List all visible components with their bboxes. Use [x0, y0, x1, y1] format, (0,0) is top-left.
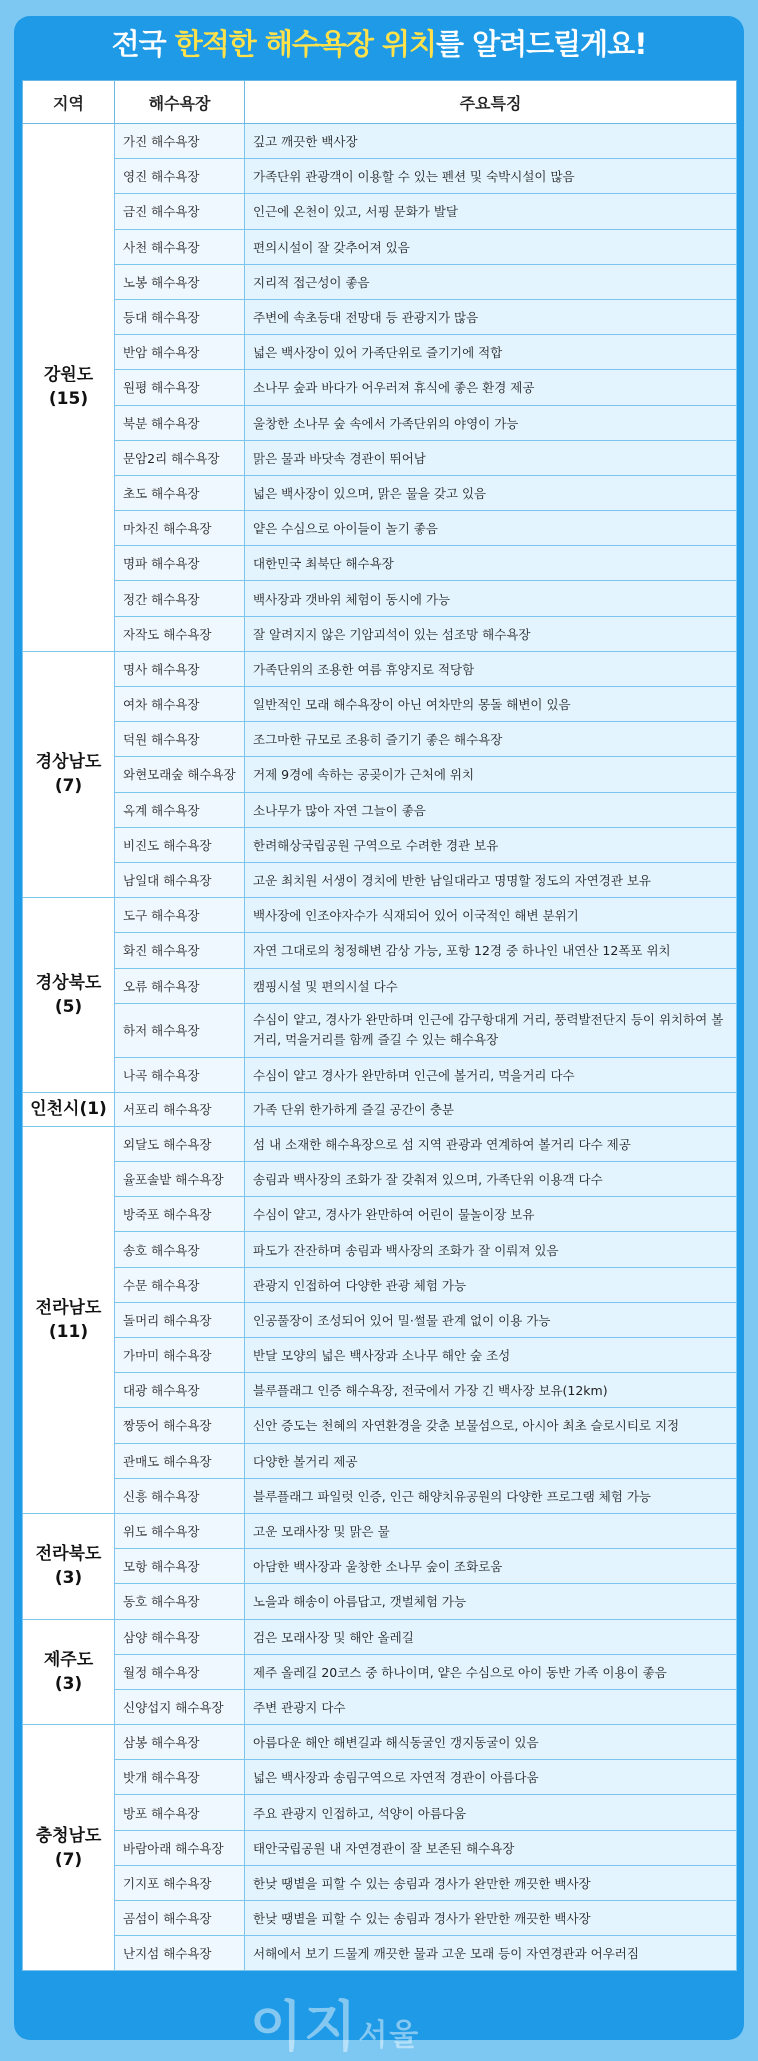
feature-cell: 섬 내 소재한 해수욕장으로 섬 지역 관광과 연계하여 볼거리 다수 제공: [245, 1126, 737, 1161]
beach-name-cell: 위도 해수욕장: [115, 1513, 245, 1548]
feature-cell: 인공풀장이 조성되어 있어 밀·썰물 관계 없이 이용 가능: [245, 1302, 737, 1337]
beach-name-cell: 곰섬이 해수욕장: [115, 1901, 245, 1936]
feature-cell: 자연 그대로의 청정해변 감상 가능, 포항 12경 중 하나인 내연산 12폭포 위치: [245, 933, 737, 968]
beach-table: [22, 80, 737, 1971]
beach-name-cell: 삼양 해수욕장: [115, 1619, 245, 1654]
beach-name-cell: 노봉 해수욕장: [115, 264, 245, 299]
header-region: 지역: [23, 81, 115, 124]
feature-cell: 아담한 백사장과 울창한 소나무 숲이 조화로움: [245, 1549, 737, 1584]
table-row: [23, 757, 737, 792]
table-row: [23, 968, 737, 1003]
table-row: [23, 933, 737, 968]
beach-name-cell: 정간 해수욕장: [115, 581, 245, 616]
table-body: [23, 124, 737, 1971]
beach-name-cell: 바람아래 해수욕장: [115, 1830, 245, 1865]
region-cell: 전라북도 (3): [23, 1513, 115, 1619]
table-row: [23, 1760, 737, 1795]
feature-cell: 캠핑시설 및 편의시설 다수: [245, 968, 737, 1003]
table-row: [23, 1408, 737, 1443]
table-row: [23, 862, 737, 897]
table-row: [23, 546, 737, 581]
table-row: [23, 440, 737, 475]
feature-cell: 고운 최치원 서생이 경치에 반한 남일대라고 명명할 정도의 자연경관 보유: [245, 862, 737, 897]
beach-name-cell: 송호 해수욕장: [115, 1232, 245, 1267]
beach-name-cell: 동호 해수욕장: [115, 1584, 245, 1619]
feature-cell: 제주 올레길 20코스 중 하나이며, 얕은 수심으로 아이 동반 가족 이용이 좋음: [245, 1654, 737, 1689]
beach-name-cell: 모항 해수욕장: [115, 1549, 245, 1584]
region-cell: 인천시(1): [23, 1092, 115, 1126]
region-cell: 경상북도 (5): [23, 898, 115, 1093]
beach-name-cell: 대광 해수욕장: [115, 1373, 245, 1408]
table-row: [23, 687, 737, 722]
table-row: [23, 1689, 737, 1724]
watermark-main: 이지: [250, 1995, 359, 2058]
feature-cell: 백사장에 인조야자수가 식재되어 있어 이국적인 해변 분위기: [245, 898, 737, 933]
beach-name-cell: 북분 해수욕장: [115, 405, 245, 440]
table-row: [23, 581, 737, 616]
table-row: [23, 1865, 737, 1900]
table-row: [23, 124, 737, 159]
table-row: [23, 1302, 737, 1337]
watermark-logo: [250, 1984, 420, 2061]
beach-name-cell: 하저 해수욕장: [115, 1003, 245, 1057]
table-row: [23, 1901, 737, 1936]
feature-cell: 가족단위 관광객이 이용할 수 있는 펜션 및 숙박시설이 많음: [245, 159, 737, 194]
beach-name-cell: 방포 해수욕장: [115, 1795, 245, 1830]
beach-name-cell: 수문 해수욕장: [115, 1267, 245, 1302]
feature-cell: 반달 모양의 넓은 백사장과 소나무 해안 숲 조성: [245, 1338, 737, 1373]
feature-cell: 블루플래그 인증 해수욕장, 전국에서 가장 긴 백사장 보유(12km): [245, 1373, 737, 1408]
table-row: [23, 264, 737, 299]
table-row: [23, 1162, 737, 1197]
feature-cell: 소나무 숲과 바다가 어우러져 휴식에 좋은 환경 제공: [245, 370, 737, 405]
feature-cell: 주요 관광지 인접하고, 석양이 아름다움: [245, 1795, 737, 1830]
beach-name-cell: 초도 해수욕장: [115, 475, 245, 510]
feature-cell: 수심이 얕고, 경사가 완만하며 인근에 감구항대게 거리, 풍력발전단지 등이 위치하여 볼거리, 먹을거리를 함께 즐길 수 있는 해수욕장: [245, 1003, 737, 1057]
feature-cell: 인근에 온천이 있고, 서핑 문화가 발달: [245, 194, 737, 229]
beach-name-cell: 월정 해수욕장: [115, 1654, 245, 1689]
feature-cell: 넓은 백사장과 송림구역으로 자연적 경관이 아름다움: [245, 1760, 737, 1795]
table-row: [23, 405, 737, 440]
feature-cell: 주변 관광지 다수: [245, 1689, 737, 1724]
feature-cell: 소나무가 많아 자연 그늘이 좋음: [245, 792, 737, 827]
feature-cell: 가족단위의 조용한 여름 휴양지로 적당함: [245, 651, 737, 686]
feature-cell: 한려해상국립공원 구역으로 수려한 경관 보유: [245, 827, 737, 862]
table-row: [23, 827, 737, 862]
feature-cell: 깊고 깨끗한 백사장: [245, 124, 737, 159]
beach-name-cell: 원평 해수욕장: [115, 370, 245, 405]
beach-name-cell: 밧개 해수욕장: [115, 1760, 245, 1795]
page-title: [0, 22, 758, 63]
table-row: [23, 616, 737, 651]
beach-name-cell: 가진 해수욕장: [115, 124, 245, 159]
table-row: [23, 722, 737, 757]
beach-name-cell: 명사 해수욕장: [115, 651, 245, 686]
title-highlight: 한적한 해수욕장 위치: [174, 27, 437, 61]
title-prefix: 전국: [111, 27, 175, 61]
beach-name-cell: 영진 해수욕장: [115, 159, 245, 194]
beach-name-cell: 옥계 해수욕장: [115, 792, 245, 827]
table-row: [23, 651, 737, 686]
beach-name-cell: 외달도 해수욕장: [115, 1126, 245, 1161]
beach-name-cell: 자작도 해수욕장: [115, 616, 245, 651]
table-row: [23, 194, 737, 229]
watermark-sub: 서울: [358, 2018, 421, 2053]
table-row: [23, 1654, 737, 1689]
header-features: 주요특징: [245, 81, 737, 124]
beach-name-cell: 금진 해수욕장: [115, 194, 245, 229]
beach-name-cell: 율포솔밭 해수욕장: [115, 1162, 245, 1197]
feature-cell: 잘 알려지지 않은 기암괴석이 있는 섬조망 해수욕장: [245, 616, 737, 651]
beach-name-cell: 짱뚱어 해수욕장: [115, 1408, 245, 1443]
beach-name-cell: 서포리 해수욕장: [115, 1092, 245, 1126]
beach-name-cell: 신흥 해수욕장: [115, 1478, 245, 1513]
feature-cell: 서해에서 보기 드물게 깨끗한 물과 고운 모래 등이 자연경관과 어우러짐: [245, 1936, 737, 1971]
feature-cell: 일반적인 모래 해수욕장이 아닌 여차만의 몽돌 해변이 있음: [245, 687, 737, 722]
table-row: [23, 1478, 737, 1513]
feature-cell: 편의시설이 잘 갖추어져 있음: [245, 229, 737, 264]
region-cell: 강원도 (15): [23, 124, 115, 652]
beach-name-cell: 사천 해수욕장: [115, 229, 245, 264]
beach-name-cell: 와현모래숲 해수욕장: [115, 757, 245, 792]
beach-name-cell: 도구 해수욕장: [115, 898, 245, 933]
beach-name-cell: 여차 해수욕장: [115, 687, 245, 722]
region-cell: 경상남도 (7): [23, 651, 115, 897]
table-header-row: [23, 81, 737, 124]
beach-name-cell: 관매도 해수욕장: [115, 1443, 245, 1478]
beach-name-cell: 반암 해수욕장: [115, 335, 245, 370]
beach-name-cell: 마차진 해수욕장: [115, 511, 245, 546]
beach-name-cell: 비진도 해수욕장: [115, 827, 245, 862]
table-row: [23, 1057, 737, 1092]
header-beach: 해수욕장: [115, 81, 245, 124]
table-row: [23, 898, 737, 933]
table-row: [23, 299, 737, 334]
feature-cell: 대한민국 최북단 해수욕장: [245, 546, 737, 581]
title-suffix: 를 알려드릴게요!: [436, 27, 647, 61]
feature-cell: 넓은 백사장이 있으며, 맑은 물을 갖고 있음: [245, 475, 737, 510]
feature-cell: 신안 증도는 천혜의 자연환경을 갖춘 보물섬으로, 아시아 최초 슬로시티로 지정: [245, 1408, 737, 1443]
beach-name-cell: 방죽포 해수욕장: [115, 1197, 245, 1232]
table-row: [23, 511, 737, 546]
beach-name-cell: 돌머리 해수욕장: [115, 1302, 245, 1337]
beach-name-cell: 기지포 해수욕장: [115, 1865, 245, 1900]
table-row: [23, 159, 737, 194]
region-cell: 제주도 (3): [23, 1619, 115, 1725]
region-cell: 전라남도 (11): [23, 1126, 115, 1513]
table-row: [23, 1267, 737, 1302]
table-row: [23, 1830, 737, 1865]
beach-name-cell: 나곡 해수욕장: [115, 1057, 245, 1092]
feature-cell: 울창한 소나무 숲 속에서 가족단위의 야영이 가능: [245, 405, 737, 440]
table-row: [23, 370, 737, 405]
table-row: [23, 475, 737, 510]
table-row: [23, 1003, 737, 1057]
table-row: [23, 1338, 737, 1373]
table-row: [23, 792, 737, 827]
table-row: [23, 1373, 737, 1408]
feature-cell: 지리적 접근성이 좋음: [245, 264, 737, 299]
feature-cell: 조그마한 규모로 조용히 즐기기 좋은 해수욕장: [245, 722, 737, 757]
region-cell: 충청남도 (7): [23, 1725, 115, 1971]
beach-name-cell: 오류 해수욕장: [115, 968, 245, 1003]
feature-cell: 맑은 물과 바닷속 경관이 뛰어남: [245, 440, 737, 475]
feature-cell: 넓은 백사장이 있어 가족단위로 즐기기에 적합: [245, 335, 737, 370]
beach-name-cell: 문암2리 해수욕장: [115, 440, 245, 475]
feature-cell: 거제 9경에 속하는 공곶이가 근처에 위치: [245, 757, 737, 792]
beach-name-cell: 가마미 해수욕장: [115, 1338, 245, 1373]
feature-cell: 파도가 잔잔하며 송림과 백사장의 조화가 잘 이뤄져 있음: [245, 1232, 737, 1267]
table-row: [23, 1232, 737, 1267]
feature-cell: 고운 모래사장 및 맑은 물: [245, 1513, 737, 1548]
beach-name-cell: 신양섭지 해수욕장: [115, 1689, 245, 1724]
table-row: [23, 1092, 737, 1126]
table-row: [23, 1584, 737, 1619]
table-row: [23, 1936, 737, 1971]
table-row: [23, 1197, 737, 1232]
table-row: [23, 1795, 737, 1830]
beach-name-cell: 화진 해수욕장: [115, 933, 245, 968]
feature-cell: 주변에 속초등대 전망대 등 관광지가 많음: [245, 299, 737, 334]
beach-name-cell: 명파 해수욕장: [115, 546, 245, 581]
beach-name-cell: 난지섬 해수욕장: [115, 1936, 245, 1971]
table-row: [23, 1443, 737, 1478]
feature-cell: 송림과 백사장의 조화가 잘 갖춰져 있으며, 가족단위 이용객 다수: [245, 1162, 737, 1197]
table-row: [23, 1619, 737, 1654]
beach-name-cell: 등대 해수욕장: [115, 299, 245, 334]
feature-cell: 검은 모래사장 및 해안 올레길: [245, 1619, 737, 1654]
feature-cell: 태안국립공원 내 자연경관이 잘 보존된 해수욕장: [245, 1830, 737, 1865]
feature-cell: 한낮 땡볕을 피할 수 있는 송림과 경사가 완만한 깨끗한 백사장: [245, 1865, 737, 1900]
feature-cell: 얕은 수심으로 아이들이 놀기 좋음: [245, 511, 737, 546]
feature-cell: 아름다운 해안 해변길과 해식동굴인 갱지동굴이 있음: [245, 1725, 737, 1760]
feature-cell: 수심이 얕고, 경사가 완만하여 어린이 물놀이장 보유: [245, 1197, 737, 1232]
beach-name-cell: 남일대 해수욕장: [115, 862, 245, 897]
feature-cell: 한낮 땡볕을 피할 수 있는 송림과 경사가 완만한 깨끗한 백사장: [245, 1901, 737, 1936]
feature-cell: 백사장과 갯바위 체험이 동시에 가능: [245, 581, 737, 616]
feature-cell: 노을과 해송이 아름답고, 갯벌체험 가능: [245, 1584, 737, 1619]
table-row: [23, 229, 737, 264]
feature-cell: 관광지 인접하여 다양한 관광 체험 가능: [245, 1267, 737, 1302]
table-row: [23, 1725, 737, 1760]
feature-cell: 수심이 얕고 경사가 완만하며 인근에 볼거리, 먹을거리 다수: [245, 1057, 737, 1092]
beach-name-cell: 삼봉 해수욕장: [115, 1725, 245, 1760]
table-row: [23, 1126, 737, 1161]
feature-cell: 블루플래그 파일럿 인증, 인근 해양치유공원의 다양한 프로그램 체험 가능: [245, 1478, 737, 1513]
beach-name-cell: 덕원 해수욕장: [115, 722, 245, 757]
feature-cell: 가족 단위 한가하게 즐길 공간이 충분: [245, 1092, 737, 1126]
table-row: [23, 335, 737, 370]
table-row: [23, 1549, 737, 1584]
table-row: [23, 1513, 737, 1548]
feature-cell: 다양한 볼거리 제공: [245, 1443, 737, 1478]
